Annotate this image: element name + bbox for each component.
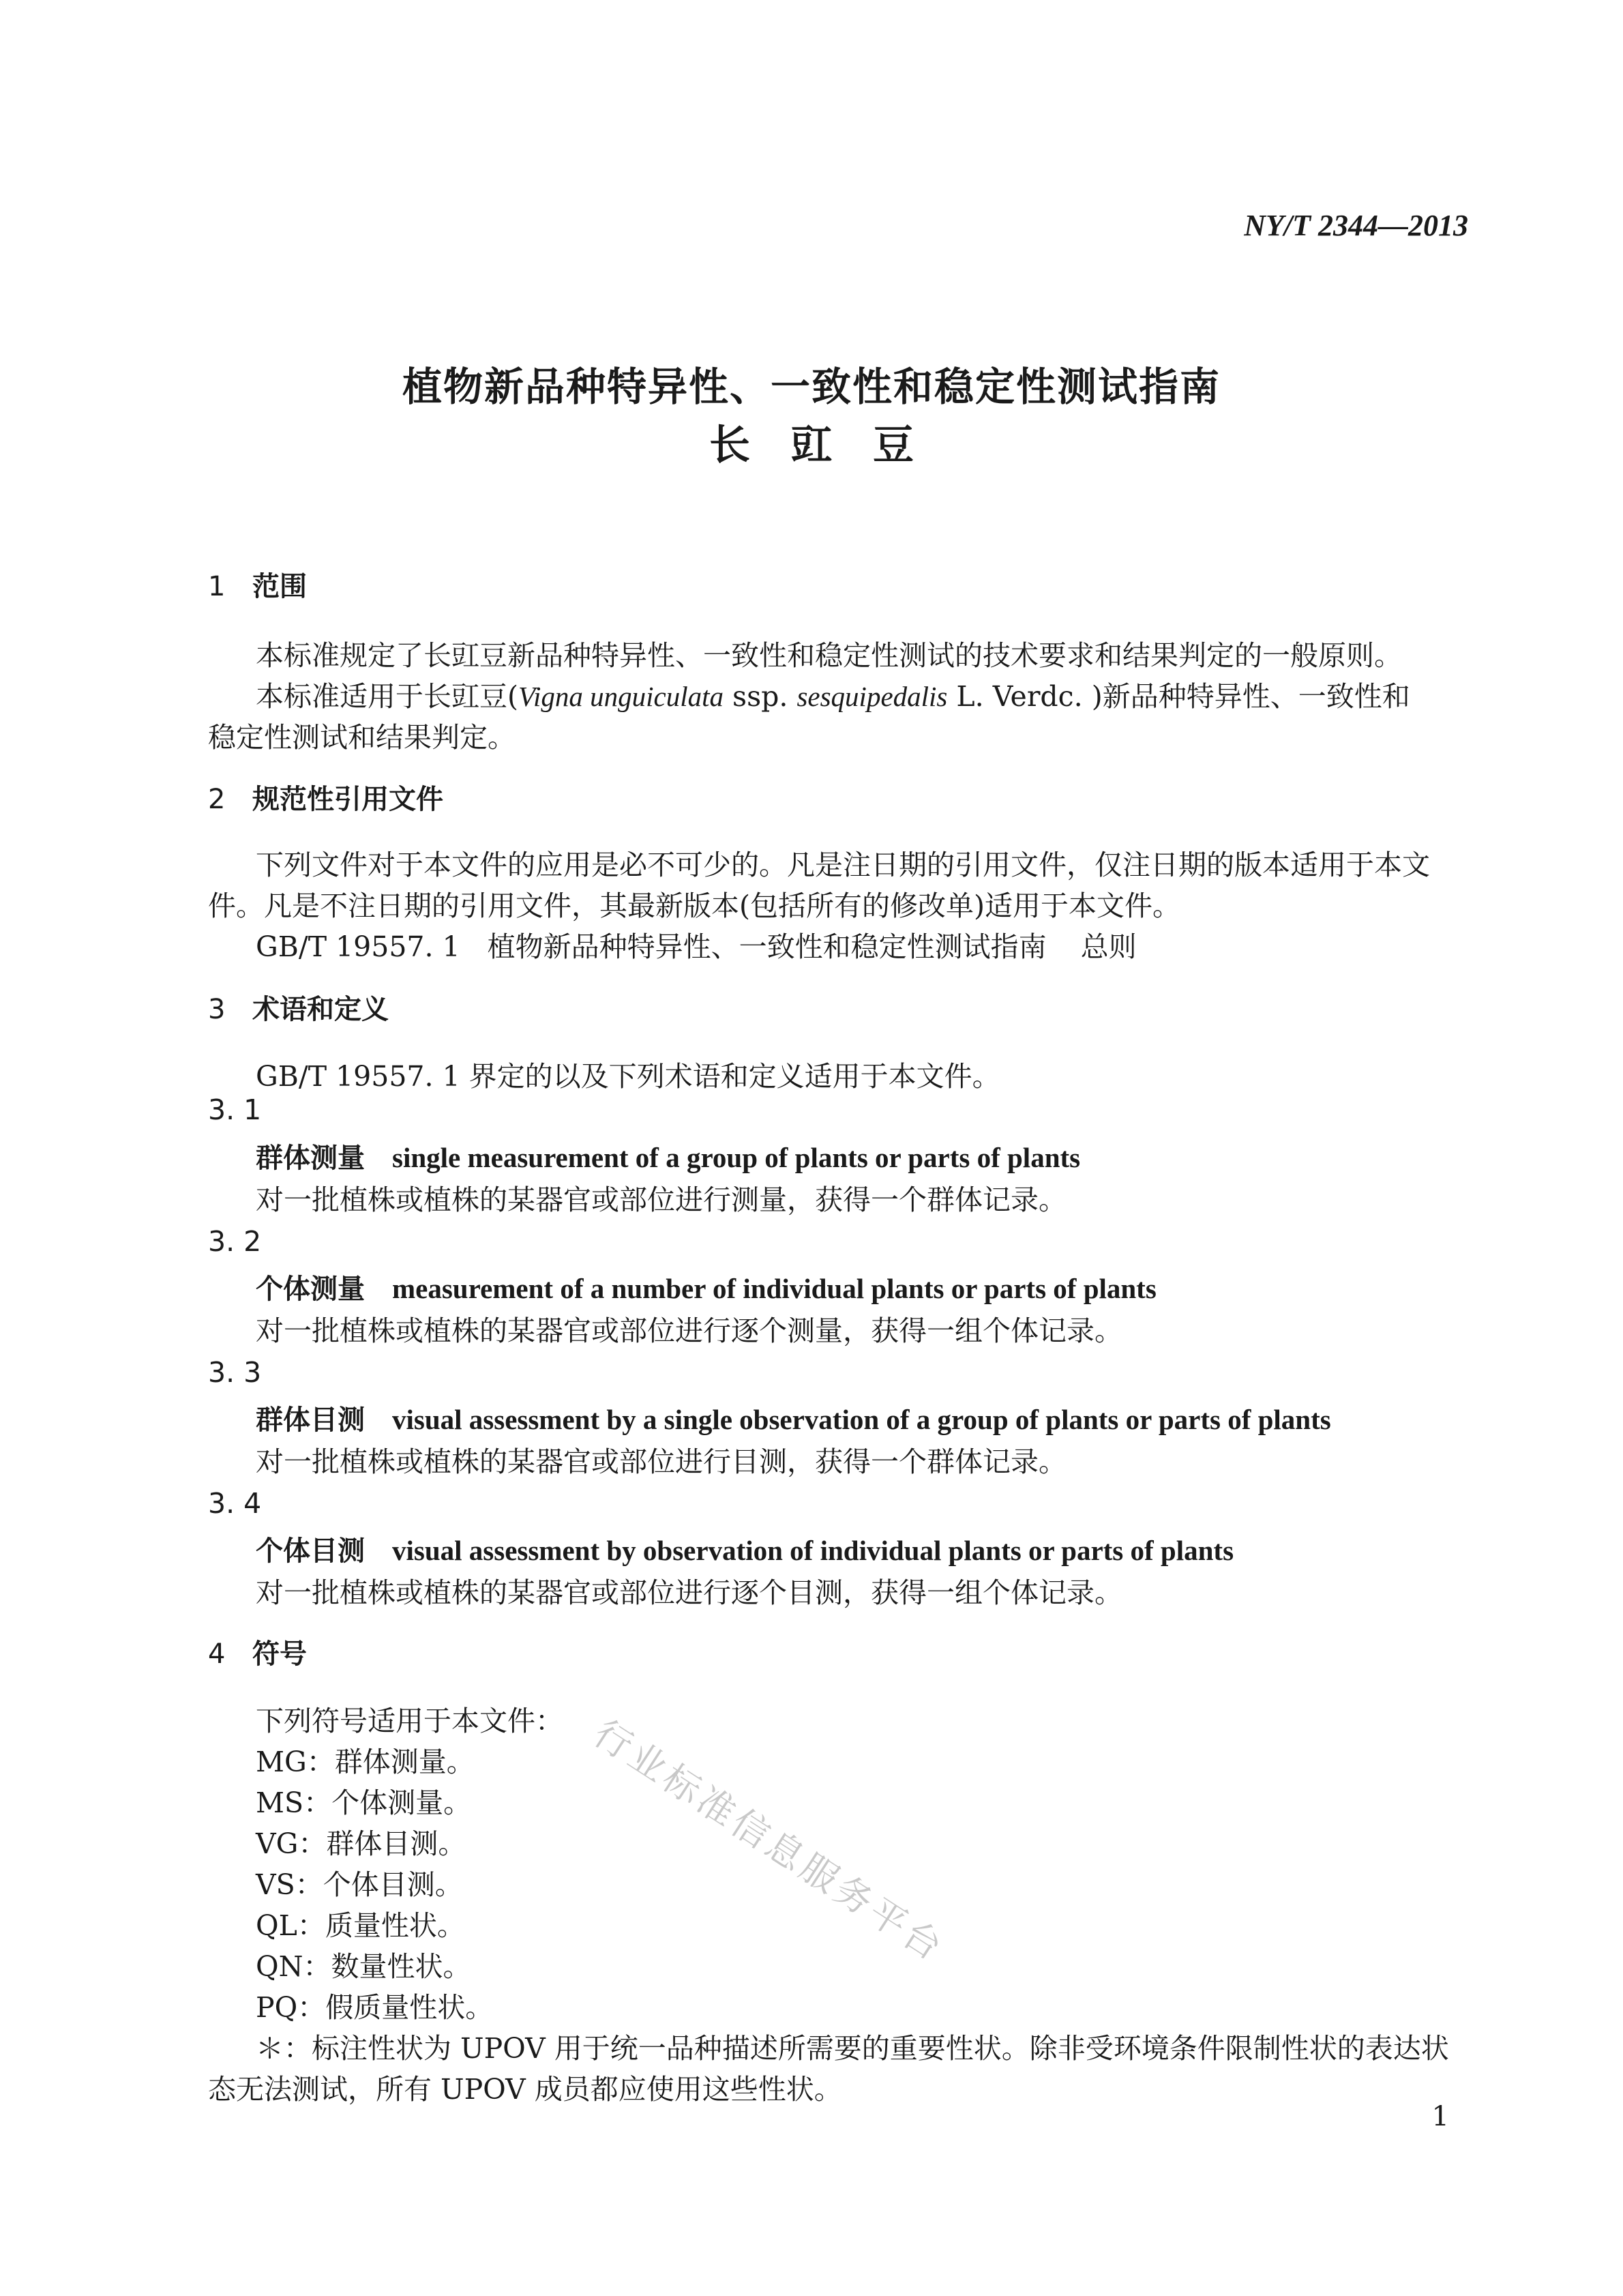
reference-entry <box>256 924 1137 965</box>
symbol-item: VG：群体目测。 <box>256 1827 466 1860</box>
term-entry <box>256 1267 1157 1306</box>
term-entry <box>256 1529 1234 1568</box>
term-chinese: 群体测量 <box>256 1143 365 1174</box>
term-chinese: 群体目测 <box>256 1404 365 1436</box>
symbol-item: MS：个体测量。 <box>256 1786 472 1819</box>
term-entry <box>256 1136 1080 1175</box>
text: 本标准适用于长豇豆( <box>256 680 518 713</box>
section-heading-references <box>208 778 443 816</box>
paragraph-continuation: 件。凡是不注日期的引用文件，其最新版本(包括所有的修改单)适用于本文件。 <box>208 889 1180 922</box>
term-entry <box>256 1398 1331 1437</box>
section-title: 范围 <box>252 571 307 602</box>
paragraph: GB/T 19557. 1 界定的以及下列术语和定义适用于本文件。 <box>256 1060 1000 1093</box>
section-heading-terms <box>208 988 389 1027</box>
section-number: 2 <box>208 784 226 815</box>
reference-part: 总则 <box>1080 930 1137 963</box>
section-title: 规范性引用文件 <box>252 784 443 815</box>
reference-code: GB/T 19557. 1 <box>256 930 460 963</box>
symbol-item: QN：数量性状。 <box>256 1950 471 1983</box>
term-english: visual assessment by a single observation of a group of plants or parts of plants <box>392 1404 1331 1435</box>
section-heading-scope <box>208 565 307 604</box>
document-subtitle: 长豇豆 <box>709 422 955 469</box>
text: L. Verdc. )新品种特异性、一致性和 <box>947 680 1410 713</box>
paragraph: 本标准规定了长豇豆新品种特异性、一致性和稳定性测试的技术要求和结果判定的一般原则。 <box>256 639 1402 672</box>
section-heading-symbols <box>208 1632 307 1671</box>
section-number: 3 <box>208 994 226 1025</box>
paragraph: 下列符号适用于本文件： <box>256 1705 563 1737</box>
paragraph-continuation: 稳定性测试和结果判定。 <box>208 721 516 754</box>
paragraph: 下列文件对于本文件的应用是必不可少的。凡是注日期的引用文件，仅注日期的版本适用于本文 <box>256 849 1430 881</box>
section-number: 1 <box>208 571 226 602</box>
section-title: 符号 <box>252 1638 307 1670</box>
term-number: 3. 1 <box>208 1093 262 1126</box>
note-continuation: 态无法测试，所有 UPOV 成员都应使用这些性状。 <box>208 2073 842 2106</box>
symbol-item: QL：质量性状。 <box>256 1909 465 1942</box>
term-definition: 对一批植株或植株的某器官或部位进行逐个测量，获得一组个体记录。 <box>256 1314 1122 1347</box>
paragraph <box>256 674 1410 714</box>
document-title: 植物新品种特异性、一致性和稳定性测试指南 <box>402 364 1221 410</box>
note: ＊：标注性状为 UPOV 用于统一品种描述所需要的重要性状。除非受环境条件限制性状的表达状 <box>256 2032 1449 2065</box>
watermark: 行业标准信息服务平台 <box>586 1711 953 1971</box>
term-number: 3. 2 <box>208 1225 262 1258</box>
section-number: 4 <box>208 1638 226 1670</box>
term-english: measurement of a number of individual plants or parts of plants <box>392 1273 1157 1304</box>
section-title: 术语和定义 <box>252 994 389 1025</box>
term-english: single measurement of a group of plants or parts of plants <box>392 1142 1081 1173</box>
standard-number: NY/T 2344—2013 <box>1244 209 1468 242</box>
latin-name: sesquipedalis <box>796 681 948 712</box>
term-number: 3. 3 <box>208 1356 262 1389</box>
text: ssp. <box>724 680 797 713</box>
symbol-item: VS：个体目测。 <box>256 1868 463 1901</box>
page-number: 1 <box>1431 2101 1449 2132</box>
reference-title: 植物新品种特异性、一致性和稳定性测试指南 <box>487 930 1047 963</box>
symbol-item: MG：群体测量。 <box>256 1746 475 1778</box>
term-number: 3. 4 <box>208 1487 262 1520</box>
term-definition: 对一批植株或植株的某器官或部位进行逐个目测，获得一组个体记录。 <box>256 1576 1122 1609</box>
term-definition: 对一批植株或植株的某器官或部位进行测量，获得一个群体记录。 <box>256 1183 1067 1216</box>
term-chinese: 个体测量 <box>256 1274 365 1305</box>
term-definition: 对一批植株或植株的某器官或部位进行目测，获得一个群体记录。 <box>256 1445 1067 1478</box>
symbol-item: PQ：假质量性状。 <box>256 1991 494 2024</box>
term-chinese: 个体目测 <box>256 1535 365 1567</box>
term-english: visual assessment by observation of individual plants or parts of plants <box>392 1535 1234 1566</box>
latin-name: Vigna unguiculata <box>518 681 724 712</box>
